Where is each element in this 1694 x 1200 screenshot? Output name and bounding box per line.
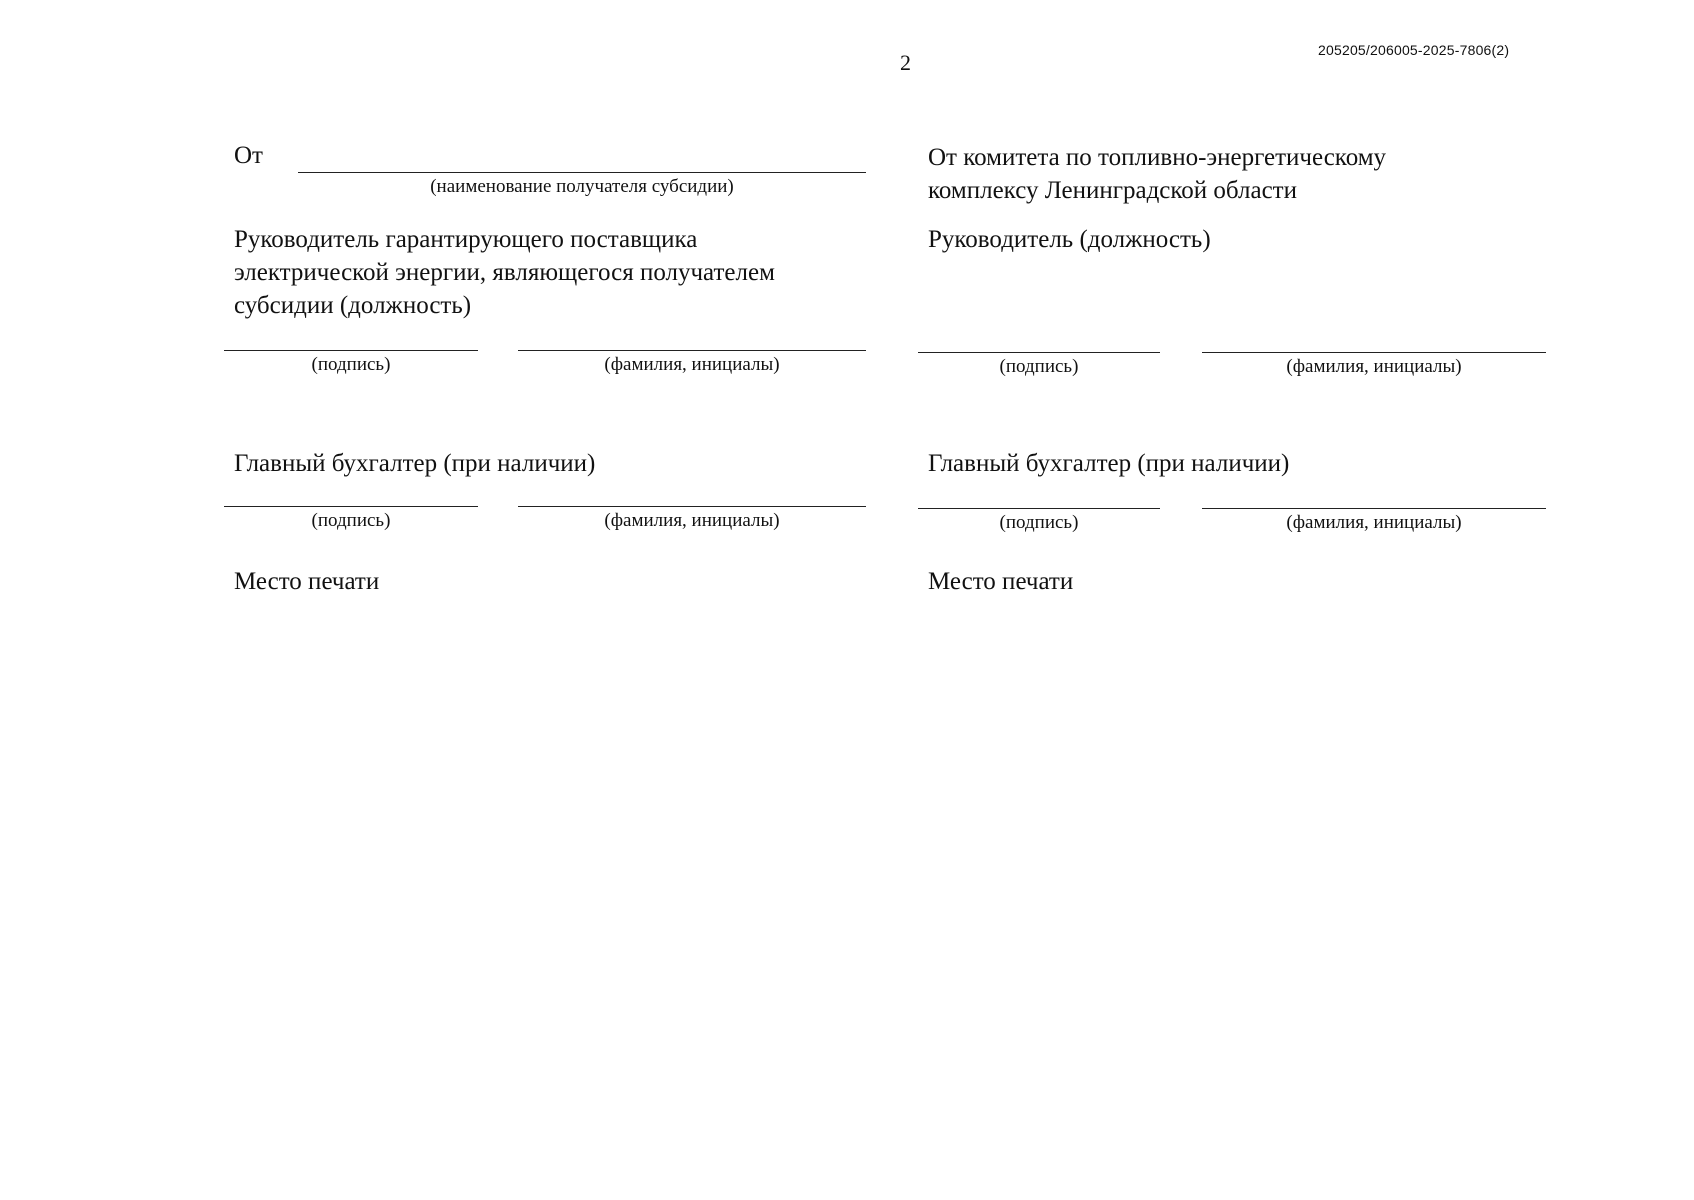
- seal-place: Место печати: [234, 568, 380, 595]
- recipient-caption: (наименование получателя субсидии): [430, 176, 734, 197]
- accountant-signature-caption: (подпись): [999, 512, 1079, 533]
- head-title-line-1: Руководитель гарантирующего поставщика: [234, 226, 698, 253]
- accountant-title: Главный бухгалтер (при наличии): [234, 450, 596, 477]
- accountant-signature-caption: (подпись): [311, 510, 391, 531]
- accountant-name-line: [518, 506, 866, 507]
- committee-from-line-2: комплексу Ленинградской области: [928, 177, 1297, 204]
- head-name-line: [1202, 352, 1546, 353]
- from-label: От: [234, 142, 263, 169]
- committee-from-line-1: От комитета по топливно-энергетическому: [928, 144, 1387, 171]
- accountant-signature-line: [224, 506, 478, 507]
- head-name-line: [518, 350, 866, 351]
- head-title-line-3: субсидии (должность): [234, 292, 472, 319]
- seal-place: Место печати: [928, 568, 1074, 595]
- head-signature-line: [918, 352, 1160, 353]
- accountant-title: Главный бухгалтер (при наличии): [928, 450, 1290, 477]
- head-name-caption: (фамилия, инициалы): [1286, 356, 1462, 377]
- head-signature-caption: (подпись): [999, 356, 1079, 377]
- head-signature-line: [224, 350, 478, 351]
- accountant-name-line: [1202, 508, 1546, 509]
- recipient-name-line: [298, 172, 866, 173]
- document-id: 205205/206005-2025-7806(2): [1318, 42, 1510, 58]
- accountant-name-caption: (фамилия, инициалы): [604, 510, 780, 531]
- accountant-name-caption: (фамилия, инициалы): [1286, 512, 1462, 533]
- page-number: 2: [900, 50, 911, 75]
- accountant-signature-line: [918, 508, 1160, 509]
- head-title: Руководитель (должность): [928, 226, 1211, 253]
- head-signature-caption: (подпись): [311, 354, 391, 375]
- head-name-caption: (фамилия, инициалы): [604, 354, 780, 375]
- head-title-line-2: электрической энергии, являющегося получателем: [234, 259, 775, 286]
